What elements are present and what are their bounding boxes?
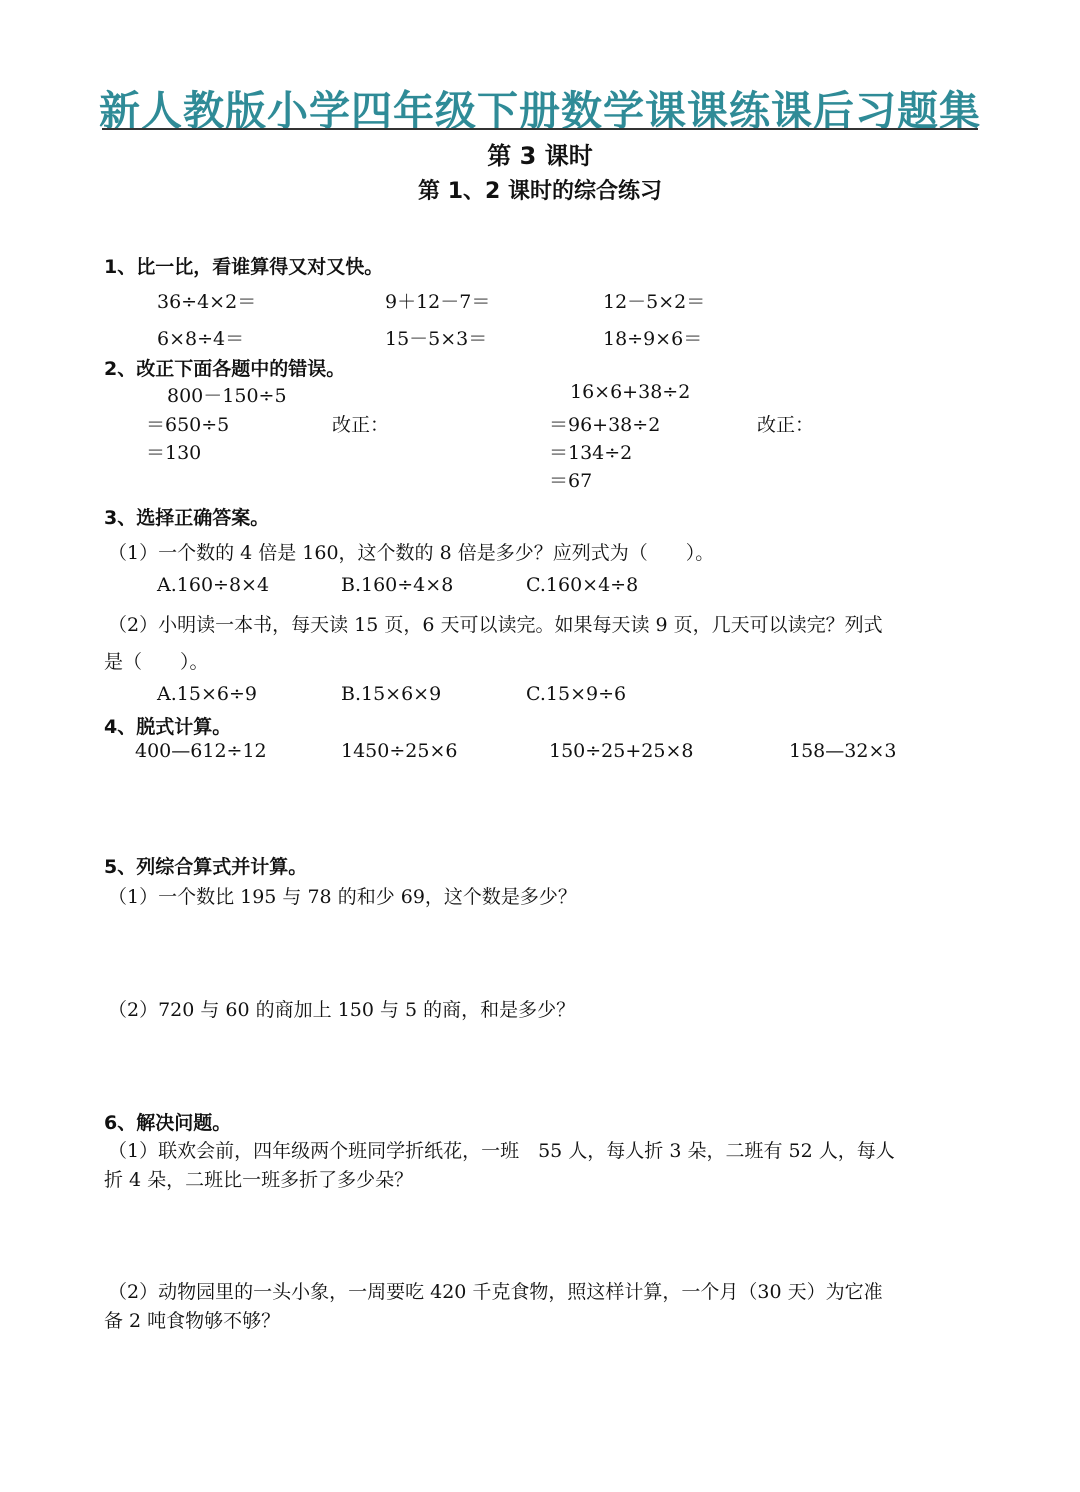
q2-right-step: ＝96+38÷2: [549, 414, 661, 436]
q3-option: B.15×6×9: [341, 683, 442, 705]
lesson-number: 第 3 课时: [487, 142, 593, 170]
q5-problem-1: （1）一个数比 195 与 78 的和少 69，这个数是多少？: [108, 886, 577, 908]
q3-option: A.15×6÷9: [157, 683, 257, 705]
q2-left-step: ＝650÷5: [146, 414, 230, 436]
q1-expr: 18÷9×6＝: [603, 328, 703, 350]
q4-expr: 158—32×3: [789, 740, 897, 762]
q1-expr: 12－5×2＝: [603, 291, 706, 313]
q2-right-step: 16×6+38÷2: [570, 381, 691, 403]
q6-heading: 6、解决问题。: [104, 1112, 232, 1134]
q5-problem-2: （2）720 与 60 的商加上 150 与 5 的商，和是多少？: [108, 999, 576, 1021]
q2-fix-label-left: 改正：: [332, 414, 390, 436]
q1-expr: 6×8÷4＝: [157, 328, 245, 350]
q1-expr: 36÷4×2＝: [157, 291, 257, 313]
q3-option: A.160÷8×4: [157, 574, 270, 596]
q3-problem-1: （1）一个数的 4 倍是 160，这个数的 8 倍是多少？应列式为（ ）。: [108, 542, 715, 564]
q4-expr: 150÷25+25×8: [549, 740, 694, 762]
q3-heading: 3、选择正确答案。: [104, 507, 270, 529]
q6-problem-2-line1: （2）动物园里的一头小象，一周要吃 420 千克食物，照这样计算，一个月（30 天）为它准: [108, 1281, 883, 1303]
title-underline: [102, 128, 978, 130]
q3-option: C.15×9÷6: [526, 683, 627, 705]
q2-right-step: ＝67: [549, 470, 593, 492]
q1-heading: 1、比一比，看谁算得又对又快。: [104, 256, 384, 278]
q6-problem-1-line1: （1）联欢会前，四年级两个班同学折纸花，一班 55 人，每人折 3 朵，二班有 52 人，每人: [108, 1140, 895, 1162]
q6-problem-2-line2: 备 2 吨食物够不够？: [104, 1310, 281, 1332]
q6-problem-1-line2: 折 4 朵，二班比一班多折了多少朵？: [104, 1169, 414, 1191]
q3-problem-2-line1: （2）小明读一本书，每天读 15 页，6 天可以读完。如果每天读 9 页，几天可以读完？列式: [108, 614, 883, 636]
q1-expr: 15－5×3＝: [385, 328, 488, 350]
q2-left-step: ＝130: [146, 442, 202, 464]
q2-heading: 2、改正下面各题中的错误。: [104, 358, 346, 380]
q1-expr: 9＋12－7＝: [385, 291, 491, 313]
q2-fix-label-right: 改正：: [757, 414, 815, 436]
q3-option: C.160×4÷8: [526, 574, 639, 596]
q4-expr: 1450÷25×6: [341, 740, 458, 762]
q4-expr: 400—612÷12: [135, 740, 267, 762]
q4-heading: 4、脱式计算。: [104, 716, 232, 738]
page-title: 新人教版小学四年级下册数学课课练课后习题集: [99, 87, 981, 135]
q3-problem-2-line2: 是（ ）。: [104, 651, 209, 673]
q2-left-step: 800－150÷5: [167, 385, 287, 407]
q5-heading: 5、列综合算式并计算。: [104, 856, 308, 878]
lesson-subtitle: 第 1、2 课时的综合练习: [418, 179, 662, 204]
q2-right-step: ＝134÷2: [549, 442, 633, 464]
q3-option: B.160÷4×8: [341, 574, 454, 596]
